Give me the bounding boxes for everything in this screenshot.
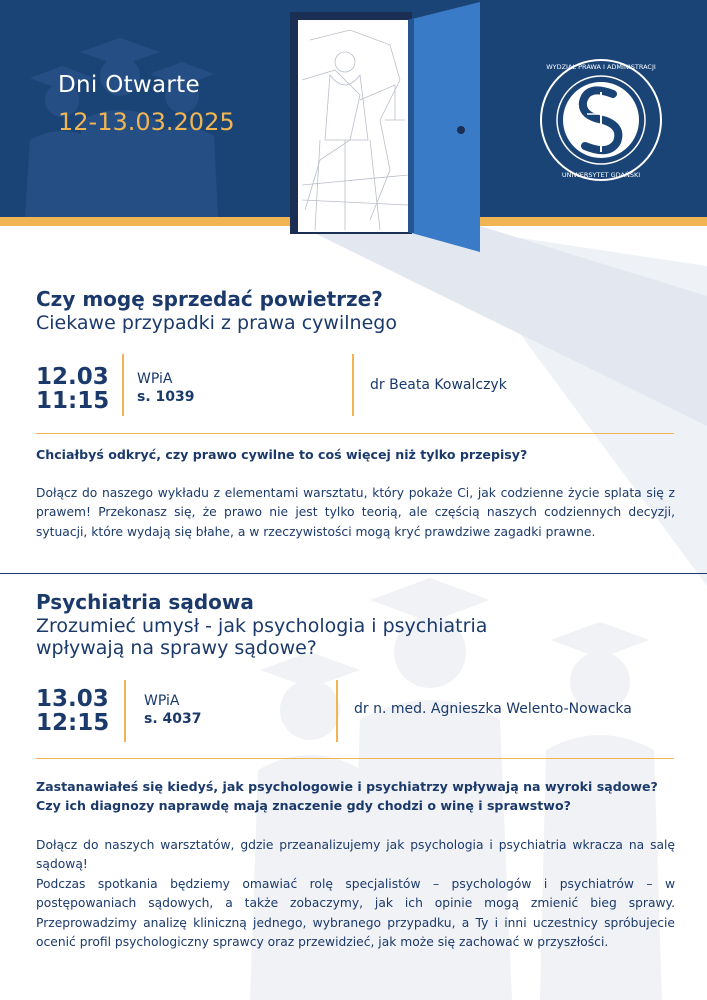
session1-title: Czy mogę sprzedać powietrze?: [36, 287, 383, 311]
session1-divider: [122, 354, 124, 416]
session1-room: s. 1039: [137, 389, 195, 405]
session1-body: Dołącz do naszego wykładu z elementami warsztatu, który pokaże Ci, jak codzienne życie splata się z prawem! Przekonasz się, że prawo nie jest tylko teorią, ale częścią naszych codziennych decyzji, sytuacji, które wydają się błahe, a w rzeczywistości mogą kryć prawdziwe zagadki prawne.: [36, 486, 675, 539]
session2-divider-2: [336, 680, 338, 742]
session2-building: WPiA: [144, 693, 180, 709]
session1-lecturer: dr Beata Kowalczyk: [370, 377, 507, 393]
session1-building: WPiA: [137, 371, 173, 387]
session2-subtitle-line1: Zrozumieć umysł - jak psychologia i psychiatria: [36, 615, 488, 637]
session2-title: Psychiatria sądowa: [36, 590, 254, 614]
section-separator: [0, 573, 707, 574]
session1-lead: Chciałbyś odkryć, czy prawo cywilne to coś więcej niż tylko przepisy?: [36, 447, 528, 462]
session1-divider-2: [352, 354, 354, 416]
svg-text:UNIWERSYTET GDAŃSKI: UNIWERSYTET GDAŃSKI: [561, 171, 641, 179]
session2-body-2: Podczas spotkania będziemy omawiać rolę specjalistów – psychologów i psychiatrów – w postępowaniach sądowych, a także zobaczymy, jak ich opinie mogą zmienić bieg sprawy. Przeprowadzimy analizę kliniczną jednego, wybranego przypadku, a Ty i inni uczestnicy spróbujecie ocenić profil psychologiczny sprawcy oraz przewidzieć, jak może się zachować w przyszłości.: [36, 877, 675, 949]
session2-room: s. 4037: [144, 711, 202, 727]
session2-lead-line1: Zastanawiałeś się kiedyś, jak psychologowie i psychiatrzy wpływają na wyroki sądowe?: [36, 779, 658, 794]
session2-subtitle-line2: wpływają na sprawy sądowe?: [36, 637, 317, 659]
session2-rule: [36, 758, 674, 759]
session2-body-1: Dołącz do naszych warsztatów, gdzie przeanalizujemy jak psychologia i psychiatria wkracza na salę sądową!: [36, 838, 675, 872]
session2-divider: [124, 680, 126, 742]
event-dates: 12-13.03.2025: [58, 108, 235, 136]
open-door-illustration: [290, 0, 490, 330]
svg-text:WYDZIAŁ PRAWA I ADMINISTRACJI: WYDZIAŁ PRAWA I ADMINISTRACJI: [546, 63, 656, 71]
session2-date: 13.03: [36, 686, 109, 712]
session2-time: 12:15: [36, 710, 110, 736]
event-title: Dni Otwarte: [58, 72, 200, 98]
session2-lead-line2: Czy ich diagnozy naprawdę mają znaczenie gdy chodzi o winę i sprawstwo?: [36, 798, 571, 813]
session2-lecturer: dr n. med. Agnieszka Welento-Nowacka: [354, 701, 632, 717]
faculty-logo-icon: [537, 56, 665, 184]
session1-date: 12.03: [36, 364, 109, 390]
session1-rule: [36, 433, 674, 434]
session1-time: 11:15: [36, 388, 110, 414]
session1-subtitle: Ciekawe przypadki z prawa cywilnego: [36, 312, 397, 334]
